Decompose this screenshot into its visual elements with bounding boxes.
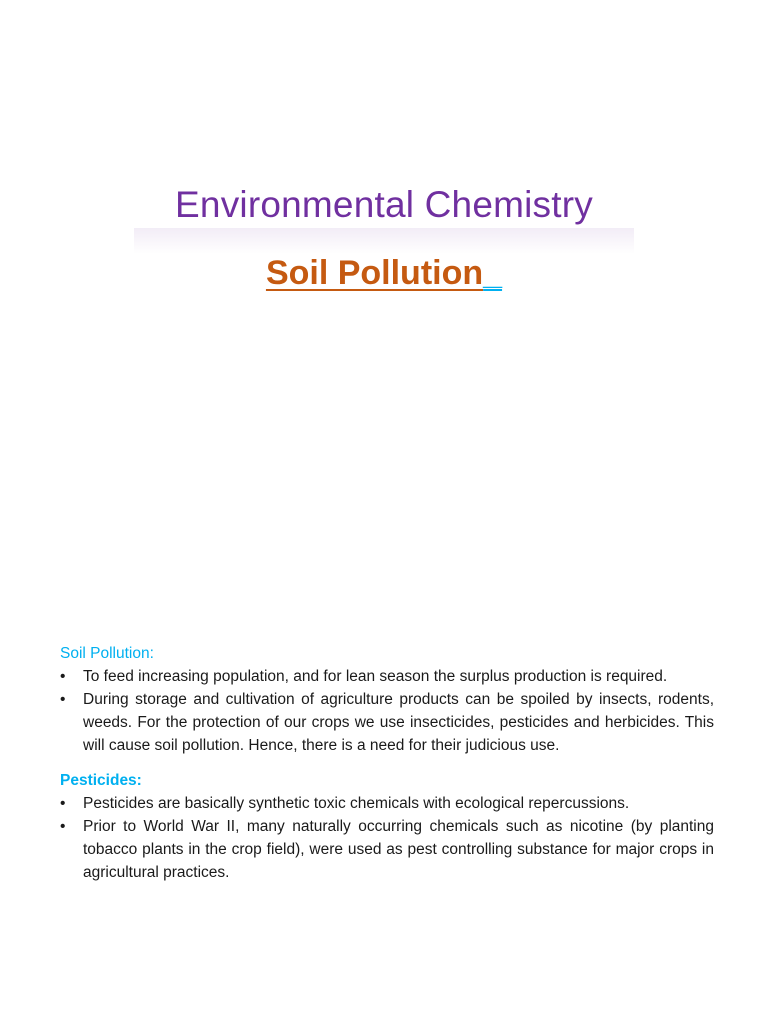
list-item-text: Pesticides are basically synthetic toxic chemicals with ecological repercussions. — [83, 795, 630, 812]
list-item-text: To feed increasing population, and for lean season the surplus production is required. — [83, 668, 668, 685]
subtitle-trailing-mark: _ — [483, 254, 503, 292]
bullet-icon: • — [60, 691, 66, 708]
list-item-text: During storage and cultivation of agriculture products can be spoiled by insects, rodents, weeds. For the protection of our crops we use insecticides, pesticides and herbicides. This will cause soil pollution. Hence, there is a need for their judicious use. — [83, 691, 714, 754]
notes-body — [60, 642, 714, 884]
bullet-list — [60, 665, 714, 757]
list-item-text: Prior to World War II, many naturally occurring chemicals such as nicotine (by planting tobacco plants in the crop field), were used as pest controlling substance for major crops in agricultural practices. — [83, 818, 714, 881]
subtitle-text: Soil Pollution — [265, 254, 484, 292]
bullet-list — [60, 792, 714, 884]
bullet-icon: • — [60, 818, 66, 835]
section-pesticides — [60, 769, 714, 884]
bullet-icon: • — [60, 668, 66, 685]
page-subtitle — [0, 250, 768, 296]
list-item — [60, 665, 714, 688]
section-soil-pollution — [60, 642, 714, 757]
list-item — [60, 792, 714, 815]
page-title: Environmental Chemistry — [175, 184, 593, 225]
section-spacer — [60, 757, 714, 769]
bullet-icon: • — [60, 795, 66, 812]
slide-title-block — [134, 176, 634, 254]
list-item — [60, 688, 714, 757]
section-heading: Soil Pollution: — [60, 645, 154, 662]
section-heading: Pesticides: — [60, 772, 142, 789]
list-item — [60, 815, 714, 884]
